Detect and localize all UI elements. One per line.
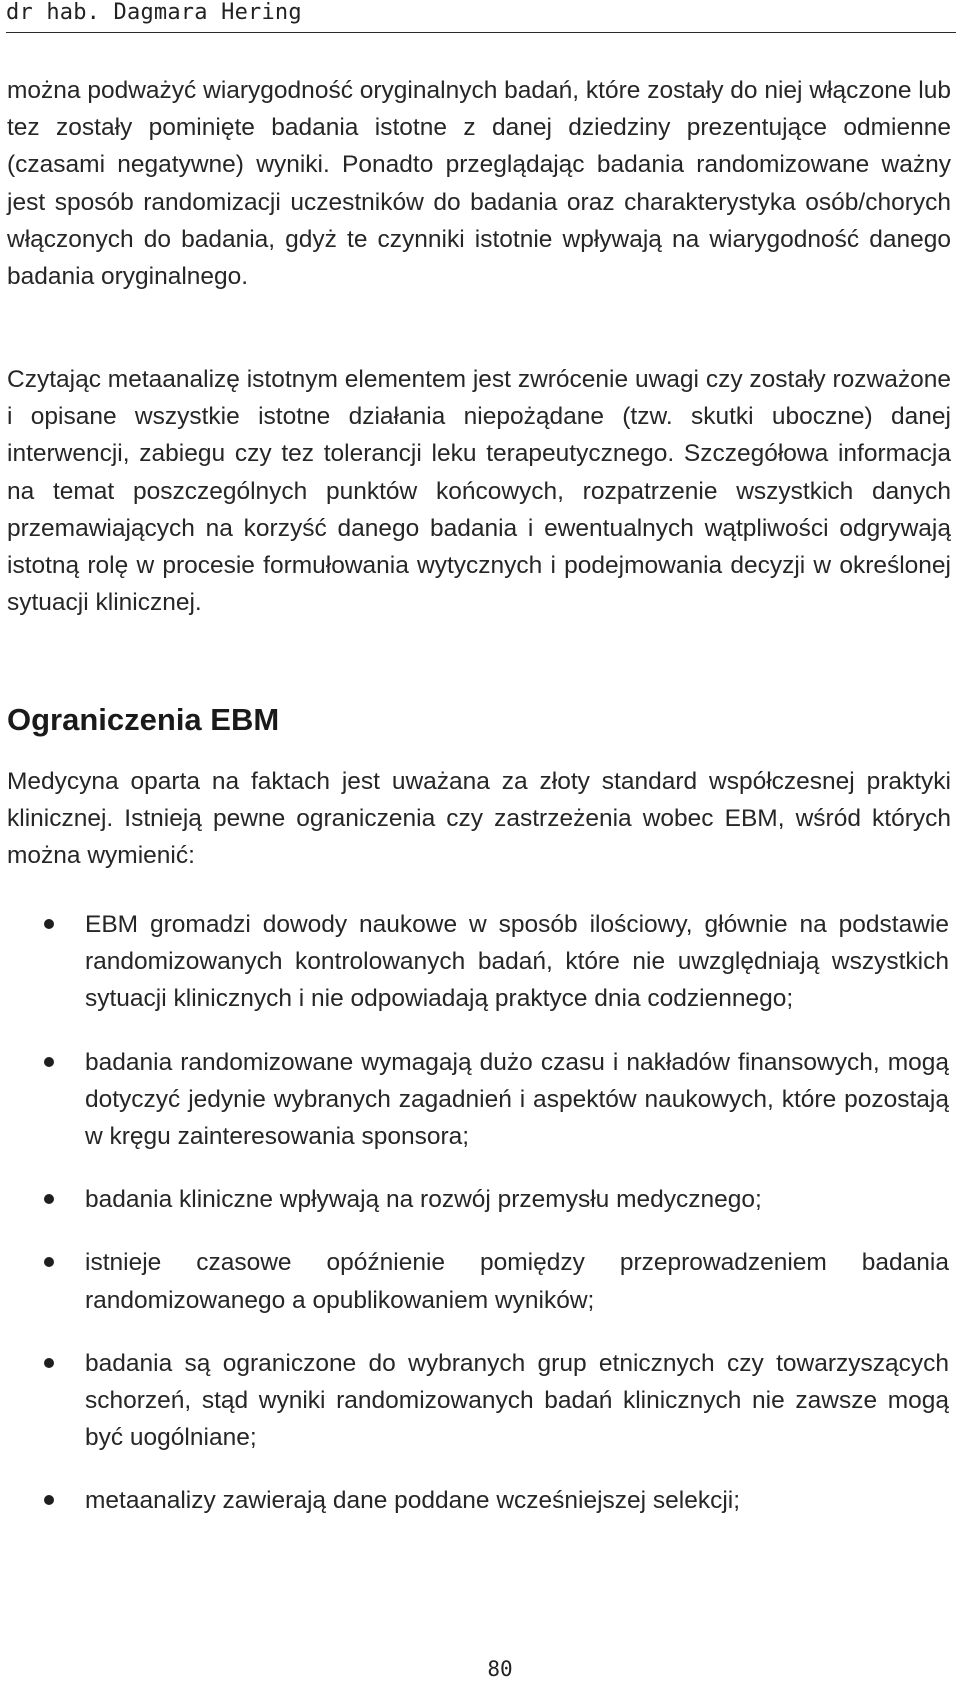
- bullet-icon: [44, 919, 54, 929]
- running-header-author: dr hab. Dagmara Hering: [6, 0, 956, 33]
- list-item: [0, 1044, 949, 1156]
- body-paragraph-2: Czytając metaanalizę istotnym elementem jest zwrócenie uwagi czy zostały rozważone i opisane wszystkie istotne działania niepożądane (tzw. skutki uboczne) danej interwencji, zabiegu czy tez tolerancji leku terapeutycznego. Szczegółowa informacja na temat poszczególnych punktów końcowych, rozpatrzenie wszystkich danych przemawiających na korzyść danego badania i ewentualnych wątpliwości odgrywają istotną rolę w procesie formułowania wytycznych i podejmowania decyzji w określonej sytuacji klinicznej.: [7, 366, 951, 617]
- list-item: [0, 906, 949, 1018]
- list-item-text: EBM gromadzi dowody naukowe w sposób ilościowy, głównie na podstawie randomizowanych kontrolowanych badań, które nie uwzględniają wszystkich sytuacji klinicznych i nie odpowiadają praktyce dnia codziennego;: [85, 911, 949, 1013]
- bullet-icon: [44, 1257, 54, 1267]
- list-item-text: badania są ograniczone do wybranych grup etnicznych czy towarzyszących schorzeń, stąd wyniki randomizowanych badań klinicznych nie zawsze mogą być uogólniane;: [85, 1349, 949, 1452]
- list-item: [0, 1345, 949, 1457]
- list-item: [0, 1482, 949, 1519]
- bullet-icon: [44, 1495, 54, 1505]
- section-heading: Ograniczenia EBM: [7, 702, 280, 737]
- bullet-icon: [44, 1358, 54, 1368]
- list-item-text: badania kliniczne wpływają na rozwój przemysłu medycznego;: [85, 1186, 762, 1214]
- page-number: 80: [487, 1657, 513, 1681]
- list-item: [0, 1244, 949, 1318]
- body-paragraph-1: można podważyć wiarygodność oryginalnych badań, które zostały do niej włączone lub tez zostały pominięte badania istotne z danej dziedziny prezentujące odmienne (czasami negatywne) wyniki. Ponadto przeglądając badania randomizowane ważny jest sposób randomizacji uczestników do badania oraz charakterystyka osób/chorych włączonych do badania, gdyż te czynniki istotnie wpływają na wiarygodność danego badania oryginalnego.: [7, 77, 951, 291]
- section-intro-paragraph: Medycyna oparta na faktach jest uważana za złoty standard współczesnej praktyki klinicznej. Istnieją pewne ograniczenia czy zastrzeżenia wobec EBM, wśród których można wymienić:: [7, 768, 951, 870]
- list-item: [0, 1181, 949, 1218]
- list-item-text: metaanalizy zawierają dane poddane wcześniejszej selekcji;: [85, 1487, 741, 1515]
- bullet-icon: [44, 1194, 54, 1204]
- list-item-text: badania randomizowane wymagają dużo czasu i nakładów finansowych, mogą dotyczyć jedynie wybranych zagadnień i aspektów naukowych, które pozostają w kręgu zainteresowania sponsora;: [85, 1048, 949, 1151]
- list-item-text: istnieje czasowe opóźnienie pomiędzy przeprowadzeniem badania randomizowanego a opublikowaniem wyników;: [85, 1249, 949, 1314]
- limitations-list: [0, 906, 960, 1546]
- bullet-icon: [44, 1057, 54, 1067]
